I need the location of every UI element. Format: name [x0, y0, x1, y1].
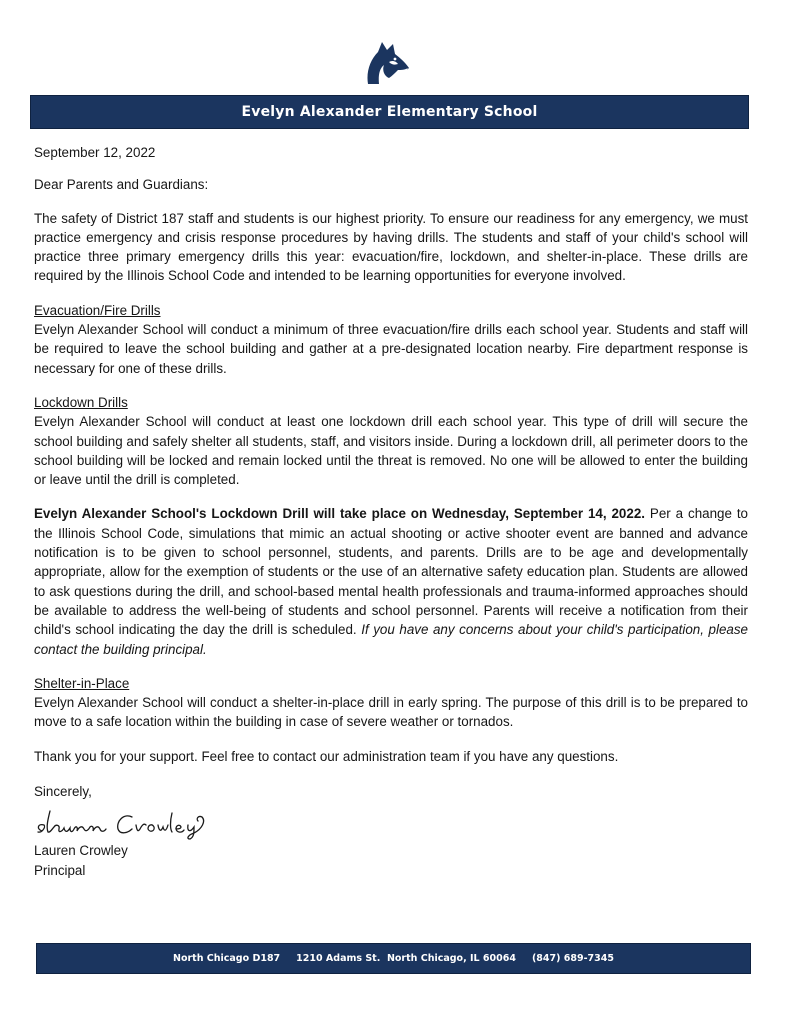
footer-banner — [36, 943, 751, 974]
principal-contact-note: If you have any concerns about your child's participation, please contact the building principal. — [34, 622, 748, 657]
lockdown-heading: Lockdown Drills — [34, 394, 128, 410]
evacuation-heading: Evacuation/Fire Drills — [34, 302, 161, 318]
lockdown-paragraph: Evelyn Alexander School will conduct at least one lockdown drill each school year. This type of drill will secure the school building and safely shelter all students, staff, and visitors inside. During a lockdown drill, all perimeter doors to the school building will be locked and remain locked until the threat is removed. No one will be allowed to enter the building or leave until the drill is completed. — [34, 414, 748, 488]
evacuation-paragraph: Evelyn Alexander School will conduct a minimum of three evacuation/fire drills each school year. Students and staff will be required to leave the school building and gather at a pre-designated location nearby. Fire department response is necessary for one of these drills. — [34, 322, 748, 376]
letter-date: September 12, 2022 — [34, 145, 156, 160]
shelter-paragraph: Evelyn Alexander School will conduct a shelter-in-place drill in early spring. The purpose of this drill is to be prepared to move to a safe location within the building in case of severe weather or tornados. — [34, 695, 748, 730]
closing: Sincerely, — [34, 784, 92, 800]
shelter-section — [34, 674, 748, 732]
thanks-paragraph: Thank you for your support. Feel free to contact our administration team if you have any questions. — [34, 748, 619, 764]
handwritten-signature — [32, 805, 232, 841]
footer-address: 1210 Adams St. North Chicago, IL 60064 — [296, 953, 516, 964]
salutation: Dear Parents and Guardians: — [34, 177, 209, 193]
footer-phone: (847) 689-7345 — [531, 953, 614, 964]
signer-title: Principal — [34, 862, 86, 878]
shelter-heading: Shelter-in-Place — [34, 675, 130, 691]
lockdown-section — [34, 393, 748, 489]
lockdown-date-paragraph — [34, 504, 748, 658]
husky-head-logo — [362, 40, 412, 86]
header-banner — [30, 95, 749, 129]
intro-paragraph: The safety of District 187 staff and students is our highest priority. To ensure our readiness for any emergency, we must practice emergency and crisis response procedures by having drills. The students and staff of your child's school will practice three primary emergency drills this year: evacuation/fire, lockdown, and shelter-in-place. These drills are required by the Illinois School Code and intended to be learning opportunities for everyone involved. — [34, 210, 748, 284]
evacuation-section — [34, 301, 748, 378]
lockdown-date-announcement: Evelyn Alexander School's Lockdown Drill will take place on Wednesday, September 14, 2022. — [34, 506, 645, 522]
footer-district: North Chicago D187 — [173, 953, 281, 964]
letter-body — [34, 143, 748, 880]
signer-name: Lauren Crowley — [34, 843, 128, 859]
lockdown-date-body: Per a change to the Illinois School Code, simulations that mimic an actual shooting or active shooter event are banned and advance notification is to be given to school personnel, students, and parents. Drills are to be age and developmentally appropriate, allow for the exemption of students or the use of an alternative safety education plan. Students are allowed to ask questions during the drill, and school-based mental health professionals and trauma-informed approaches should be available to address the well-being of students and school personnel. Parents will receive a notification from their child's school indicating the day the drill is scheduled. — [34, 506, 748, 638]
school-name: Evelyn Alexander Elementary School — [241, 104, 538, 120]
